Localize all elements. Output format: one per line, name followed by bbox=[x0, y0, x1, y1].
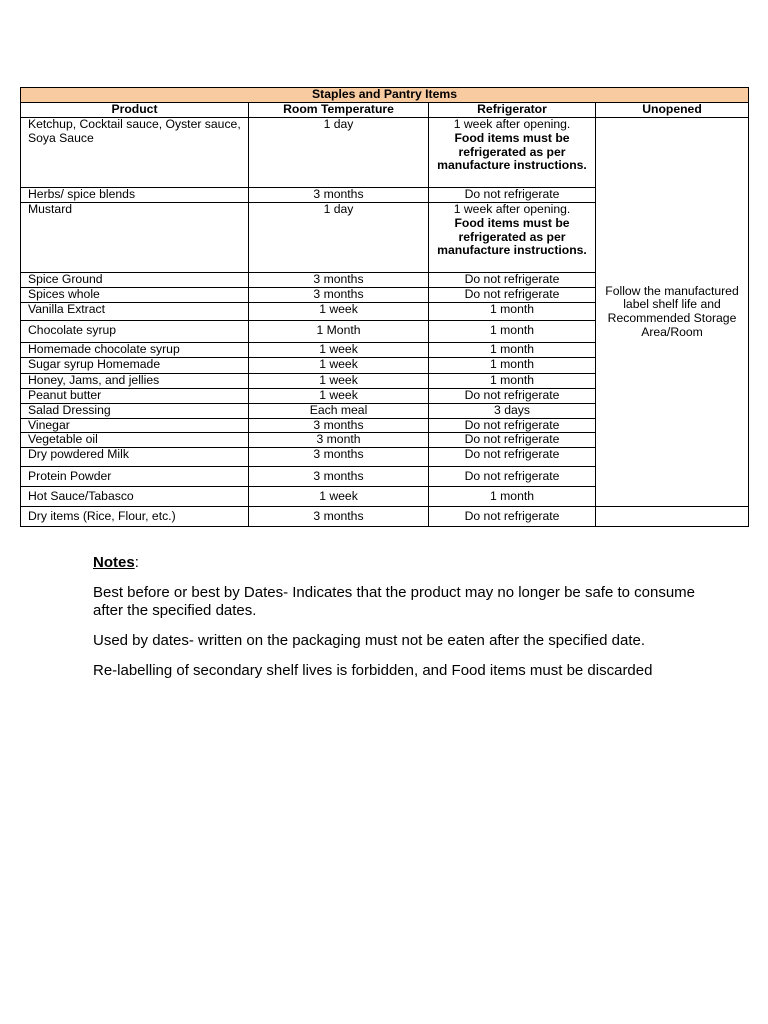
refrigerator-value: 1 week after opening. bbox=[453, 202, 571, 216]
refrigerator-cell: Do not refrigerate bbox=[429, 188, 596, 203]
notes-heading-text: Notes bbox=[93, 554, 135, 571]
product-cell: Homemade chocolate syrup bbox=[21, 342, 249, 357]
refrigerator-cell: 1 month bbox=[429, 487, 596, 507]
room-temperature-cell: Each meal bbox=[249, 403, 429, 418]
table-title: Staples and Pantry Items bbox=[21, 88, 749, 103]
refrigerator-note: Food items must be refrigerated as per manufacture instructions. bbox=[437, 215, 587, 258]
refrigerator-cell: Do not refrigerate bbox=[429, 288, 596, 303]
product-cell: Spice Ground bbox=[21, 273, 249, 288]
refrigerator-cell: 1 month bbox=[429, 373, 596, 388]
refrigerator-cell: 1 month bbox=[429, 342, 596, 357]
note-relabelling: Re-labelling of secondary shelf lives is forbidden, and Food items must be discarded bbox=[93, 662, 653, 679]
refrigerator-cell: 1 month bbox=[429, 320, 596, 342]
refrigerator-cell: Do not refrigerate bbox=[429, 273, 596, 288]
room-temperature-cell: 3 months bbox=[249, 273, 429, 288]
product-cell: Protein Powder bbox=[21, 467, 249, 487]
room-temperature-cell: 1 week bbox=[249, 357, 429, 373]
refrigerator-cell: 1 month bbox=[429, 357, 596, 373]
product-cell: Hot Sauce/Tabasco bbox=[21, 487, 249, 507]
product-cell: Chocolate syrup bbox=[21, 320, 249, 342]
refrigerator-cell: Do not refrigerate bbox=[429, 433, 596, 448]
product-cell: Salad Dressing bbox=[21, 403, 249, 418]
unopened-cell: Follow the manufactured label shelf life and Recommended Storage Area/Room bbox=[596, 118, 749, 507]
room-temperature-cell: 1 day bbox=[249, 203, 429, 273]
room-temperature-cell: 3 months bbox=[249, 467, 429, 487]
room-temperature-cell: 1 week bbox=[249, 487, 429, 507]
room-temperature-cell: 3 months bbox=[249, 507, 429, 527]
product-cell: Sugar syrup Homemade bbox=[21, 357, 249, 373]
table-row bbox=[21, 118, 749, 188]
refrigerator-cell bbox=[429, 118, 596, 188]
product-cell: Spices whole bbox=[21, 288, 249, 303]
refrigerator-note: Food items must be refrigerated as per manufacture instructions. bbox=[437, 130, 587, 173]
product-cell: Ketchup, Cocktail sauce, Oyster sauce, Soya Sauce bbox=[21, 118, 249, 188]
refrigerator-cell: Do not refrigerate bbox=[429, 418, 596, 433]
notes-heading bbox=[93, 554, 713, 572]
note-used-by: Used by dates- written on the packaging must not be eaten after the specified date. bbox=[93, 632, 646, 649]
refrigerator-cell: 1 month bbox=[429, 302, 596, 320]
room-temperature-cell: 3 months bbox=[249, 288, 429, 303]
header-room-temperature: Room Temperature bbox=[249, 103, 429, 118]
product-cell: Peanut butter bbox=[21, 388, 249, 403]
note-best-before: Best before or best by Dates- Indicates that the product may no longer be safe to consume after the specified dates. bbox=[93, 584, 696, 619]
room-temperature-cell: 3 months bbox=[249, 448, 429, 467]
unopened-empty-cell bbox=[596, 507, 749, 527]
product-cell: Vinegar bbox=[21, 418, 249, 433]
staples-pantry-table bbox=[20, 87, 749, 527]
header-unopened: Unopened bbox=[596, 103, 749, 118]
product-cell: Dry powdered Milk bbox=[21, 448, 249, 467]
header-product: Product bbox=[21, 103, 249, 118]
refrigerator-cell: Do not refrigerate bbox=[429, 448, 596, 467]
product-cell: Mustard bbox=[21, 203, 249, 273]
room-temperature-cell: 1 day bbox=[249, 118, 429, 188]
product-cell: Vanilla Extract bbox=[21, 302, 249, 320]
room-temperature-cell: 1 Month bbox=[249, 320, 429, 342]
room-temperature-cell: 3 months bbox=[249, 188, 429, 203]
room-temperature-cell: 1 week bbox=[249, 342, 429, 357]
room-temperature-cell: 3 month bbox=[249, 433, 429, 448]
table-row bbox=[21, 507, 749, 527]
room-temperature-cell: 3 months bbox=[249, 418, 429, 433]
product-cell: Honey, Jams, and jellies bbox=[21, 373, 249, 388]
refrigerator-cell: 3 days bbox=[429, 403, 596, 418]
refrigerator-cell: Do not refrigerate bbox=[429, 388, 596, 403]
notes-heading-colon: : bbox=[134, 554, 139, 571]
room-temperature-cell: 1 week bbox=[249, 302, 429, 320]
refrigerator-cell bbox=[429, 203, 596, 273]
refrigerator-value: 1 week after opening. bbox=[453, 117, 571, 131]
header-refrigerator: Refrigerator bbox=[429, 103, 596, 118]
table-header-row bbox=[21, 103, 749, 118]
refrigerator-cell: Do not refrigerate bbox=[429, 467, 596, 487]
notes-section bbox=[93, 554, 713, 692]
room-temperature-cell: 1 week bbox=[249, 373, 429, 388]
product-cell: Dry items (Rice, Flour, etc.) bbox=[21, 507, 249, 527]
product-cell: Vegetable oil bbox=[21, 433, 249, 448]
product-cell: Herbs/ spice blends bbox=[21, 188, 249, 203]
refrigerator-cell: Do not refrigerate bbox=[429, 507, 596, 527]
room-temperature-cell: 1 week bbox=[249, 388, 429, 403]
table-title-row bbox=[21, 88, 749, 103]
